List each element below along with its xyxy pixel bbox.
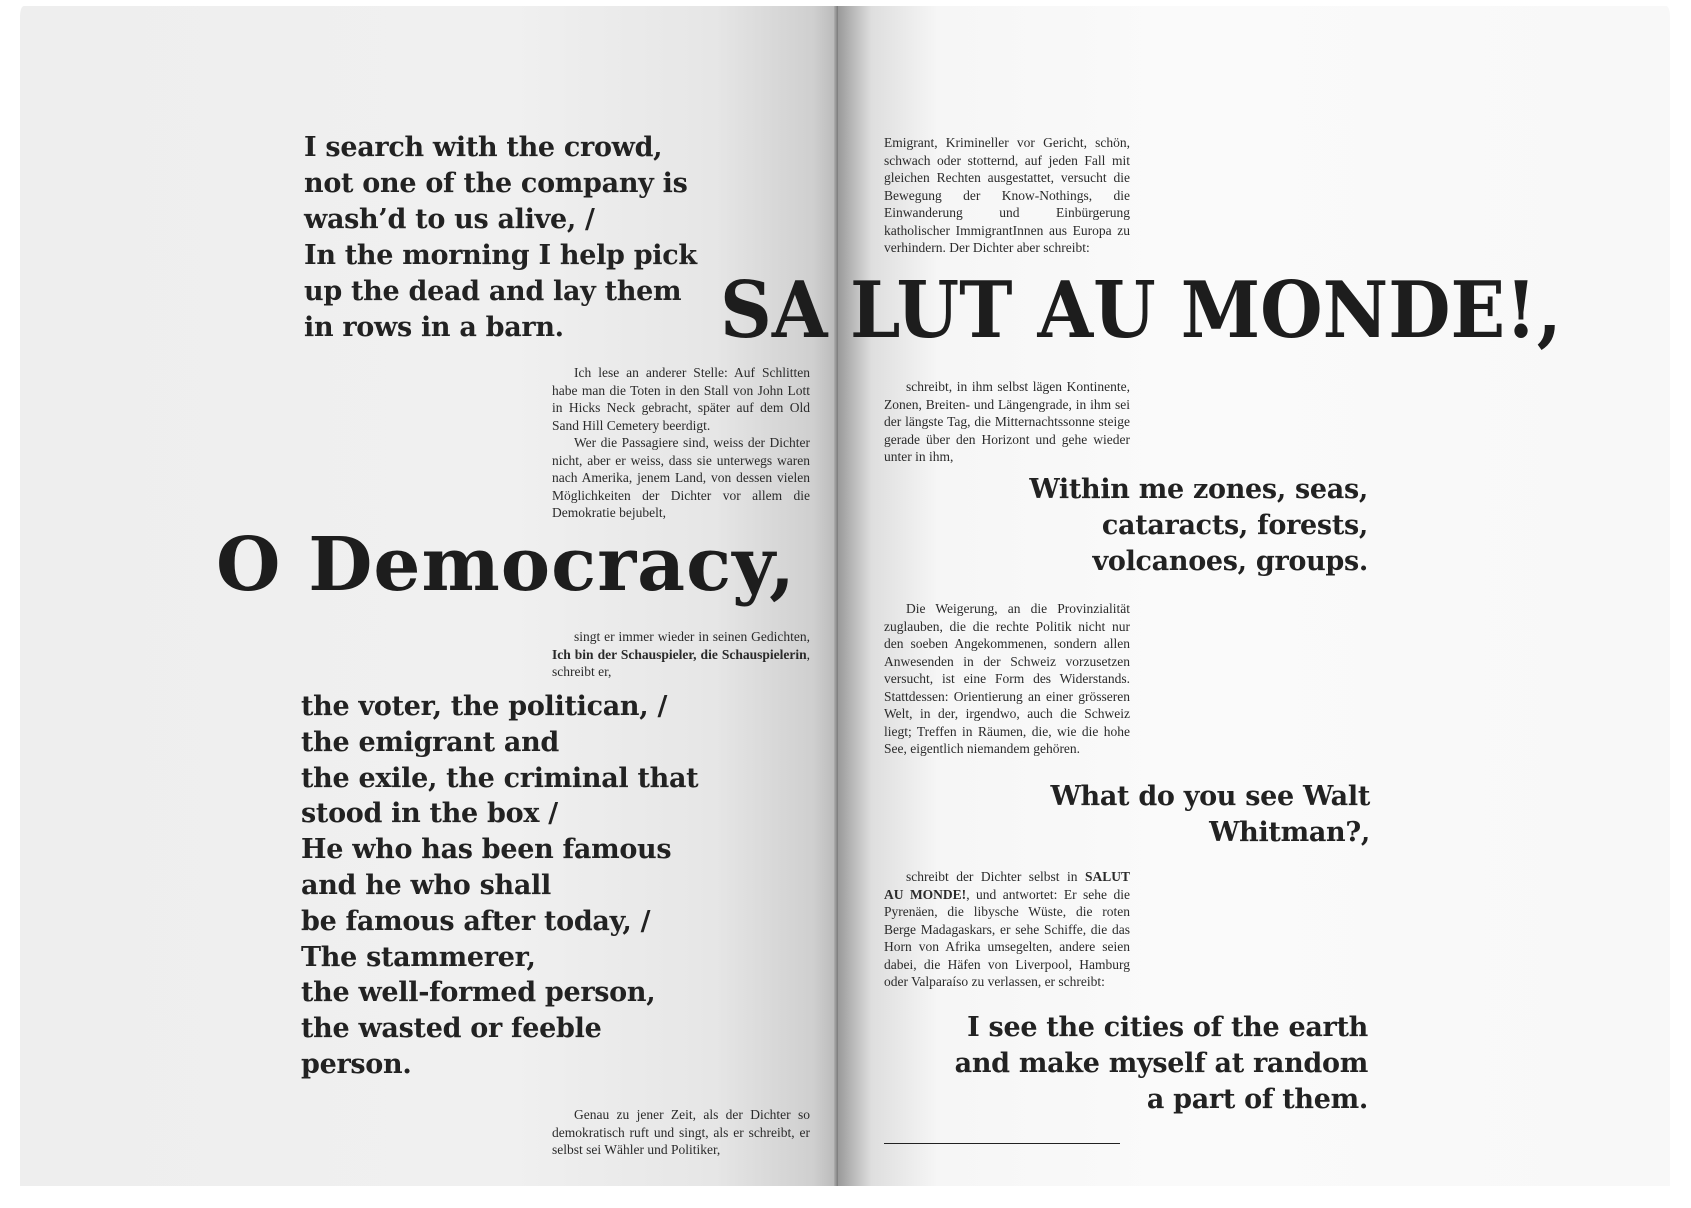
poem-line: the well-formed person, bbox=[301, 977, 656, 1009]
poem-line: volcanoes, groups. bbox=[1092, 546, 1368, 577]
right-paragraph-1 bbox=[884, 134, 1130, 257]
poem-line: person. bbox=[301, 1048, 412, 1080]
paragraph-text: schreibt, in ihm selbst lägen Kontinente, Zonen, Breiten- und Längengrade, in ihm sei der längste Tag, die Mitternachtssonne steige gerade über den Horizont und gehe wieder unter in ihm, bbox=[884, 379, 1130, 464]
poem-line: the voter, the politican, / bbox=[301, 691, 668, 722]
right-poem-2 bbox=[898, 779, 1370, 851]
headline-salut-part-2: LUT AU MONDE!, bbox=[850, 265, 1562, 356]
right-paragraph-3 bbox=[884, 600, 1130, 758]
poem-line: and make myself at random bbox=[954, 1048, 1368, 1079]
bold-phrase: Ich bin der Schauspieler, die Schauspielerin bbox=[552, 646, 807, 662]
closing-rule bbox=[884, 1143, 1120, 1144]
left-paragraph-1 bbox=[552, 364, 810, 522]
poem-line: In the morning I help pick bbox=[304, 240, 697, 271]
paragraph-text: Die Weigerung, an die Provinzialität zuglauben, die die rechte Politik nicht nur den soeben Angekommenen, sondern allen Anwesenden in der Schweiz vorzusetzen versucht, ist eine Form des Widerstands. Stattdessen: Orientierung an einer grösseren Welt, in der, irgendwo, auch die Schweiz liegt; Treffen in Räumen, die, wie die hohe See, eigentlich niemandem gehören. bbox=[884, 601, 1130, 756]
bold-phrase: SALUT AU MONDE! bbox=[884, 869, 1130, 902]
poem-line: cataracts, forests, bbox=[1101, 510, 1368, 541]
poem-line: a part of them. bbox=[1146, 1084, 1368, 1115]
poem-line: be famous after today, / bbox=[301, 905, 651, 937]
poem-line: Whitman?, bbox=[1209, 817, 1370, 848]
right-poem-1 bbox=[898, 472, 1368, 580]
poem-line: the exile, the criminal that bbox=[301, 762, 699, 794]
left-page bbox=[20, 6, 838, 1186]
poem-line: up the dead and lay them bbox=[304, 276, 682, 307]
headline-o-democracy: O Democracy, bbox=[216, 522, 796, 608]
right-paragraph-2 bbox=[884, 378, 1130, 466]
paragraph-text: singt er immer wieder in seinen Gedichten, Ich bin der Schauspieler, die Schauspielerin, schreibt er, bbox=[552, 629, 810, 679]
poem-line: He who has been famous bbox=[301, 834, 672, 866]
poem-line: wash’d to us alive, / bbox=[304, 204, 595, 235]
poem-line: stood in the box / bbox=[301, 798, 558, 830]
left-paragraph-3 bbox=[552, 1106, 810, 1159]
left-poem-2 bbox=[301, 689, 751, 1083]
poem-line: What do you see Walt bbox=[1050, 781, 1370, 812]
poem-line: in rows in a barn. bbox=[304, 312, 564, 343]
paragraph-text: schreibt der Dichter selbst in SALUT AU MONDE!, und antwortet: Er sehe die Pyrenäen, die libysche Wüste, die roten Berge Madagaskars, er sehe Schiffe, die das Horn von Afrika umsegelten, andere seien dabei, die Häfen von Liverpool, Hamburg oder Valparaíso zu verlassen, er schreibt: bbox=[884, 869, 1130, 989]
left-poem-1 bbox=[304, 130, 724, 346]
paragraph-text: Emigrant, Krimineller vor Gericht, schön, schwach oder stotternd, auf jeden Fall mit gleichen Rechten ausgestattet, versucht die Bewegung der Know-Nothings, die Einwanderung und Einbürgerung katholischer ImmigrantInnen aus Europa zu verhindern. Der Dichter aber schreibt: bbox=[884, 135, 1130, 255]
paragraph-text: Wer die Passagiere sind, weiss der Dichter nicht, aber er weiss, dass sie unterwegs waren nach Amerika, jenem Land, von dessen vielen Möglichkeiten der Dichter vor allem die Demokratie bejubelt, bbox=[552, 435, 810, 520]
right-paragraph-4 bbox=[884, 868, 1130, 991]
paragraph-text: Genau zu jener Zeit, als der Dichter so demokratisch ruft und singt, als er schreibt, er selbst sei Wähler und Politiker, bbox=[552, 1107, 810, 1157]
poem-line: and he who shall bbox=[301, 869, 551, 901]
right-page bbox=[838, 6, 1670, 1186]
left-paragraph-2 bbox=[552, 628, 810, 681]
poem-line: The stammerer, bbox=[301, 941, 536, 973]
headline-salut-part-1: SA bbox=[720, 265, 828, 356]
poem-line: the wasted or feeble bbox=[301, 1013, 602, 1045]
paragraph-text: Ich lese an anderer Stelle: Auf Schlitten habe man die Toten in den Stall von John Lott in Hicks Neck gebracht, später auf dem Old Sand Hill Cemetery beerdigt. bbox=[552, 365, 810, 433]
poem-line: I search with the crowd, bbox=[304, 132, 663, 163]
right-poem-3 bbox=[898, 1010, 1368, 1118]
poem-line: not one of the company is bbox=[304, 168, 688, 199]
poem-line: Within me zones, seas, bbox=[1029, 474, 1368, 505]
poem-line: I see the cities of the earth bbox=[967, 1012, 1368, 1043]
poem-line: the emigrant and bbox=[301, 726, 559, 758]
